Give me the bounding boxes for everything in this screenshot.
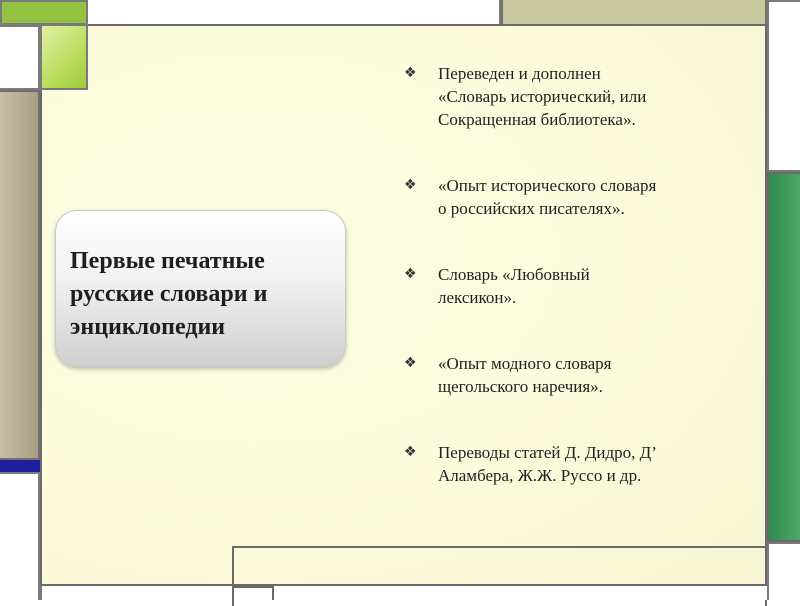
white-decor-block bbox=[0, 472, 40, 600]
green-decor-bar bbox=[767, 172, 800, 542]
bullet-text: «Опыт исторического словаря о российских писателях». bbox=[438, 176, 657, 218]
diamond-bullet-icon: ❖ bbox=[404, 266, 417, 282]
white-decor-block bbox=[767, 0, 800, 172]
white-decor-block bbox=[0, 25, 40, 90]
bullet-text: Переводы статей Д. Дидро, Д’ Аламбера, Ж.Ж. Руссо и др. bbox=[438, 443, 657, 485]
diamond-bullet-icon: ❖ bbox=[404, 355, 417, 371]
green-decor-block bbox=[0, 0, 88, 25]
bullet-item bbox=[404, 352, 744, 398]
bottom-decor-box bbox=[232, 586, 274, 600]
white-decor-block bbox=[86, 0, 501, 26]
bullet-item bbox=[404, 441, 744, 487]
diamond-bullet-icon: ❖ bbox=[404, 177, 417, 193]
lime-decor-block bbox=[40, 24, 88, 90]
bullet-text: Переведен и дополнен «Словарь исторический, или Сокращенная библиотека». bbox=[438, 64, 647, 129]
diamond-bullet-icon: ❖ bbox=[404, 65, 417, 81]
bullet-text: «Опыт модного словаря щегольского наречия». bbox=[438, 354, 612, 396]
bullet-list bbox=[404, 62, 744, 487]
title-card bbox=[55, 210, 346, 367]
tan-decor-bar bbox=[0, 90, 40, 460]
blue-decor-stripe bbox=[0, 460, 40, 472]
bullet-item bbox=[404, 174, 744, 220]
white-decor-strip bbox=[40, 586, 767, 600]
diamond-bullet-icon: ❖ bbox=[404, 444, 417, 460]
bullet-item bbox=[404, 62, 744, 131]
white-decor-block bbox=[767, 542, 800, 600]
bullet-item bbox=[404, 263, 744, 309]
slide-title: Первые печатные русские словари и энциклопедии bbox=[70, 248, 268, 340]
bullet-text: Словарь «Любовный лексикон». bbox=[438, 265, 590, 307]
